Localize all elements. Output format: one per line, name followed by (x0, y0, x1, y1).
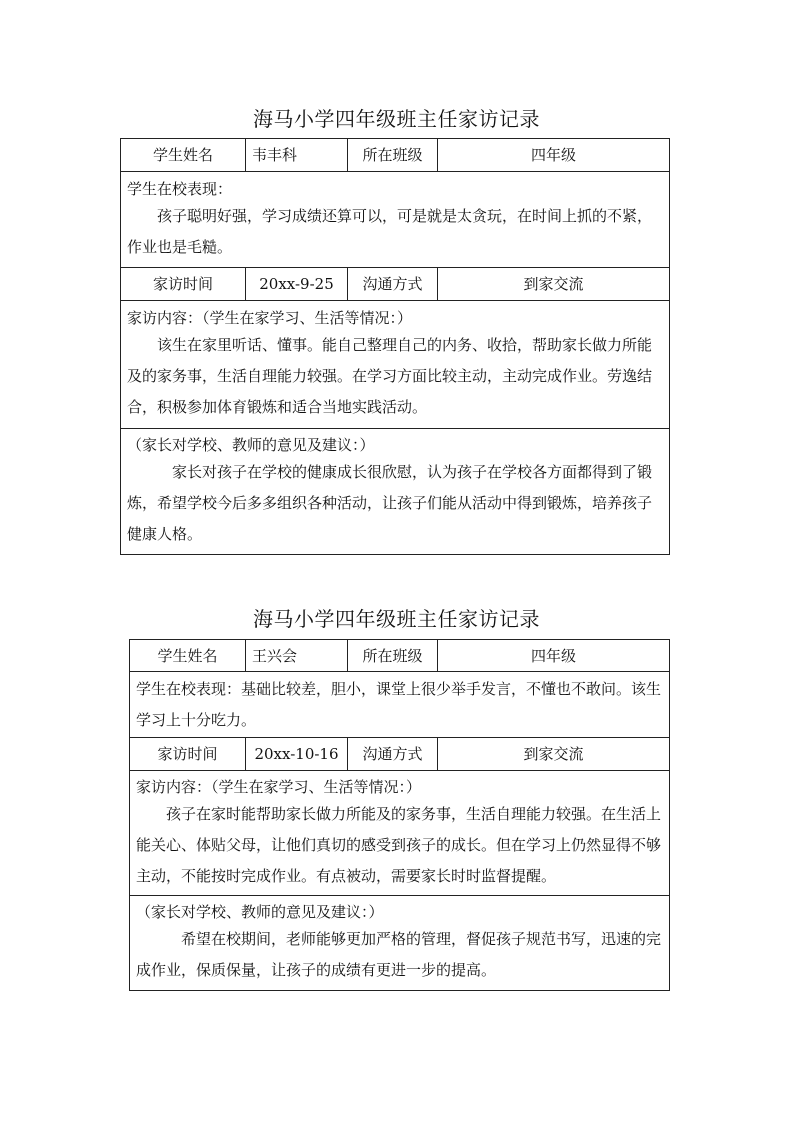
record2-row-visit (130, 738, 670, 771)
record2-row-student (130, 640, 670, 672)
class-value: 四年级 (438, 640, 670, 672)
record2-row-parent-opinion (130, 896, 670, 991)
class-value: 四年级 (438, 139, 670, 172)
method-label: 沟通方式 (348, 268, 438, 301)
record1-row-visit-content (121, 301, 670, 429)
school-performance-cell (121, 172, 670, 268)
visit-content-cell (130, 771, 670, 896)
parent-opinion-label: （家长对学校、教师的意见及建议：） (127, 436, 375, 454)
parent-opinion-text: 家长对孩子在学校的健康成长很欣慰，认为孩子在学校各方面都得到了锻炼，希望学校今后多多组织各种活动，让孩子们能从活动中得到锻炼，培养孩子健康人格。 (127, 463, 653, 543)
record1-row-school-performance (121, 172, 670, 268)
record2-row-visit-content (130, 771, 670, 896)
class-label: 所在班级 (348, 640, 438, 672)
record2-table (129, 639, 670, 991)
visit-content-text: 孩子在家时能帮助家长做力所能及的家务事，生活自理能力较强。在生活上能关心、体贴父母，让他们真切的感受到孩子的成长。但在学习上仍然显得不够主动，不能按时完成作业。有点被动，需要家长时时监督提醒。 (136, 804, 662, 885)
method-value: 到家交流 (438, 738, 670, 771)
school-performance-cell (130, 672, 670, 738)
record1-row-parent-opinion (121, 429, 670, 555)
student-name-label: 学生姓名 (121, 139, 246, 172)
record1-title: 海马小学四年级班主任家访记录 (253, 107, 540, 131)
school-performance-label: 学生在校表现： (127, 179, 233, 198)
student-name-value: 王兴会 (246, 640, 348, 672)
parent-opinion-label: （家长对学校、教师的意见及建议：） (136, 903, 384, 921)
visit-time-value: 20xx-10-16 (246, 738, 348, 771)
record1-row-student (121, 139, 670, 172)
parent-opinion-cell (121, 429, 670, 555)
school-performance-label: 学生在校表现： (136, 680, 242, 698)
visit-content-label: 家访内容：（学生在家学习、生活等情况：） (136, 777, 422, 796)
parent-opinion-cell (130, 896, 670, 991)
visit-time-label: 家访时间 (130, 738, 246, 771)
class-label: 所在班级 (348, 139, 438, 172)
school-performance-text: 孩子聪明好强，学习成绩还算可以，可是就是太贪玩，在时间上抓的不紧，作业也是毛糙。 (127, 206, 653, 256)
school-performance-text: 基础比较差，胆小，课堂上很少举手发言，不懂也不敢问。该生学习上十分吃力。 (136, 680, 662, 729)
student-name-value: 韦丰科 (246, 139, 348, 172)
method-value: 到家交流 (438, 268, 670, 301)
visit-content-cell (121, 301, 670, 429)
parent-opinion-text: 希望在校期间，老师能够更加严格的管理，督促孩子规范书写，迅速的完成作业，保质保量，让孩子的成绩有更进一步的提高。 (136, 930, 662, 979)
record1-row-visit (121, 268, 670, 301)
record2-row-school-performance (130, 672, 670, 738)
visit-time-value: 20xx-9-25 (246, 268, 348, 301)
record1-table (120, 138, 670, 555)
student-name-label: 学生姓名 (130, 640, 246, 672)
visit-content-label: 家访内容：（学生在家学习、生活等情况：） (127, 309, 413, 327)
record2-title: 海马小学四年级班主任家访记录 (253, 607, 540, 631)
visit-time-label: 家访时间 (121, 268, 246, 301)
method-label: 沟通方式 (348, 738, 438, 771)
visit-content-text: 该生在家里听话、懂事。能自己整理自己的内务、收拾，帮助家长做力所能及的家务事，生活自理能力较强。在学习方面比较主动，主动完成作业。劳逸结合，积极参加体育锻炼和适合当地实践活动。 (127, 336, 653, 416)
